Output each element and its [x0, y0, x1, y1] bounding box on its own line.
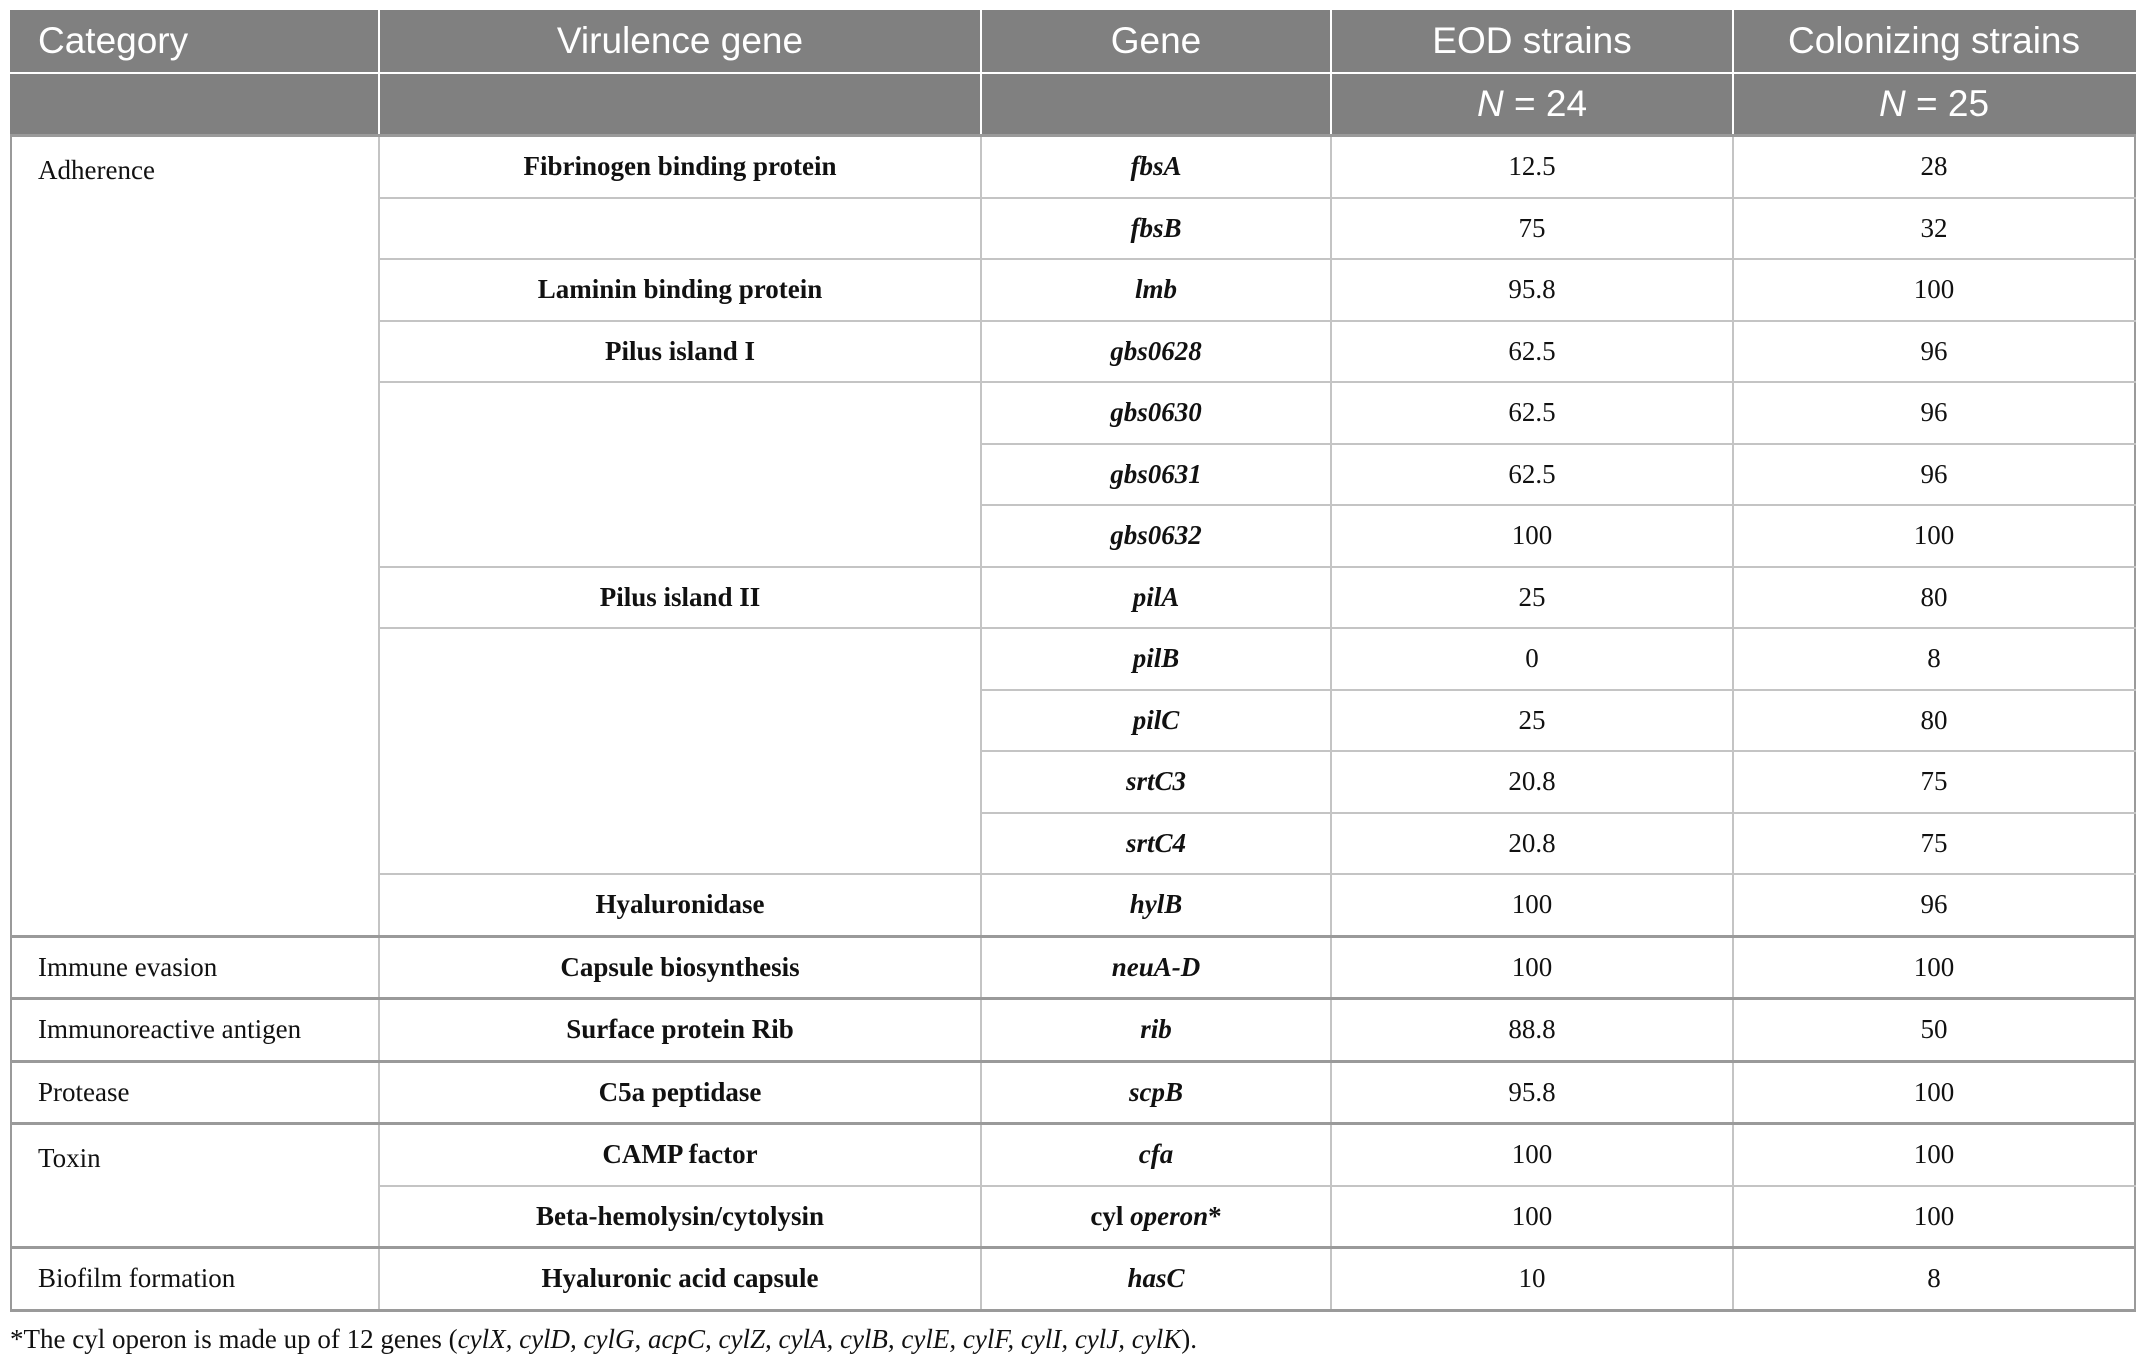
header-gene: Gene	[981, 10, 1331, 73]
category-protease: Protease	[11, 1061, 379, 1124]
cyl-operon-word: operon	[1130, 1200, 1209, 1231]
virulence-gene-rib: Surface protein Rib	[379, 999, 981, 1062]
virulence-gene-hyaluronic-acid: Hyaluronic acid capsule	[379, 1248, 981, 1311]
gene-cell: gbs0630	[981, 382, 1331, 444]
table-row	[11, 1124, 2135, 1186]
footnote-prefix: *The cyl operon is made up of 12 genes (	[10, 1324, 458, 1354]
virulence-gene-empty	[379, 198, 981, 260]
colonizing-value: 80	[1733, 567, 2135, 629]
subheader-empty-2	[379, 73, 981, 136]
gene-cell: rib	[981, 999, 1331, 1062]
eod-value: 0	[1331, 628, 1733, 690]
gene-cell: gbs0631	[981, 444, 1331, 506]
eod-n-value: = 24	[1513, 83, 1588, 124]
gene-cell-cyl-operon	[981, 1186, 1331, 1248]
colonizing-value: 100	[1733, 1186, 2135, 1248]
virulence-gene-capsule: Capsule biosynthesis	[379, 936, 981, 999]
table-row	[11, 1248, 2135, 1311]
colonizing-value: 8	[1733, 1248, 2135, 1311]
col-n-value: = 25	[1915, 83, 1990, 124]
colonizing-value: 32	[1733, 198, 2135, 260]
category-toxin: Toxin	[11, 1124, 379, 1248]
eod-value: 62.5	[1331, 321, 1733, 383]
colonizing-value: 28	[1733, 136, 2135, 198]
virulence-gene-pilus-island-1: Pilus island I	[379, 321, 981, 383]
gene-cell: fbsA	[981, 136, 1331, 198]
eod-value: 10	[1331, 1248, 1733, 1311]
footnote-gene-list: cylX, cylD, cylG, acpC, cylZ, cylA, cylB, cylE, cylF, cylI, cylJ, cylK	[457, 1324, 1182, 1354]
virulence-gene-c5a: C5a peptidase	[379, 1061, 981, 1124]
header-eod-strains: EOD strains	[1331, 10, 1733, 73]
eod-value: 75	[1331, 198, 1733, 260]
table-row	[11, 936, 2135, 999]
subheader-empty-1	[11, 73, 379, 136]
gene-cell: pilA	[981, 567, 1331, 629]
gene-cell: neuA-D	[981, 936, 1331, 999]
gene-cell: cfa	[981, 1124, 1331, 1186]
header-category: Category	[11, 10, 379, 73]
colonizing-value: 80	[1733, 690, 2135, 752]
header-row	[11, 10, 2135, 73]
colonizing-value: 100	[1733, 259, 2135, 321]
eod-value: 12.5	[1331, 136, 1733, 198]
subheader-eod-n	[1331, 73, 1733, 136]
gene-cell: fbsB	[981, 198, 1331, 260]
gene-cell: pilB	[981, 628, 1331, 690]
colonizing-value: 50	[1733, 999, 2135, 1062]
eod-value: 100	[1331, 1124, 1733, 1186]
cyl-asterisk: *	[1208, 1200, 1222, 1231]
footnote-suffix: ).	[1181, 1324, 1198, 1354]
subheader-row	[11, 73, 2135, 136]
colonizing-value: 100	[1733, 936, 2135, 999]
gene-cell: gbs0628	[981, 321, 1331, 383]
colonizing-value: 96	[1733, 874, 2135, 936]
gene-cell: scpB	[981, 1061, 1331, 1124]
virulence-gene-fibrinogen: Fibrinogen binding protein	[379, 136, 981, 198]
virulence-gene-empty	[379, 628, 981, 874]
colonizing-value: 100	[1733, 1061, 2135, 1124]
gene-cell: srtC4	[981, 813, 1331, 875]
table-row	[11, 999, 2135, 1062]
table-row	[11, 1061, 2135, 1124]
eod-value: 20.8	[1331, 751, 1733, 813]
eod-n-label: N	[1476, 83, 1504, 124]
eod-value: 100	[1331, 936, 1733, 999]
colonizing-value: 96	[1733, 444, 2135, 506]
colonizing-value: 75	[1733, 751, 2135, 813]
eod-value: 88.8	[1331, 999, 1733, 1062]
subheader-col-n	[1733, 73, 2135, 136]
virulence-gene-laminin: Laminin binding protein	[379, 259, 981, 321]
header-virulence-gene: Virulence gene	[379, 10, 981, 73]
gene-cell: hasC	[981, 1248, 1331, 1311]
gene-cell: hylB	[981, 874, 1331, 936]
subheader-empty-3	[981, 73, 1331, 136]
eod-value: 100	[1331, 1186, 1733, 1248]
virulence-gene-empty	[379, 382, 981, 567]
table-footnote	[10, 1324, 1197, 1355]
eod-value: 25	[1331, 567, 1733, 629]
eod-value: 95.8	[1331, 259, 1733, 321]
virulence-gene-table	[10, 10, 2136, 1312]
eod-value: 25	[1331, 690, 1733, 752]
eod-value: 100	[1331, 874, 1733, 936]
colonizing-value: 8	[1733, 628, 2135, 690]
eod-value: 62.5	[1331, 444, 1733, 506]
table-row	[11, 136, 2135, 198]
colonizing-value: 100	[1733, 1124, 2135, 1186]
virulence-gene-pilus-island-2: Pilus island II	[379, 567, 981, 629]
category-biofilm-formation: Biofilm formation	[11, 1248, 379, 1311]
colonizing-value: 96	[1733, 382, 2135, 444]
header-colonizing-strains: Colonizing strains	[1733, 10, 2135, 73]
gene-cell: gbs0632	[981, 505, 1331, 567]
eod-value: 62.5	[1331, 382, 1733, 444]
colonizing-value: 100	[1733, 505, 2135, 567]
colonizing-value: 75	[1733, 813, 2135, 875]
gene-cell: lmb	[981, 259, 1331, 321]
eod-value: 100	[1331, 505, 1733, 567]
category-adherence: Adherence	[11, 136, 379, 937]
cyl-prefix: cyl	[1090, 1200, 1131, 1231]
virulence-gene-beta-hemolysin: Beta-hemolysin/cytolysin	[379, 1186, 981, 1248]
virulence-gene-camp: CAMP factor	[379, 1124, 981, 1186]
eod-value: 20.8	[1331, 813, 1733, 875]
gene-cell: pilC	[981, 690, 1331, 752]
category-immunoreactive-antigen: Immunoreactive antigen	[11, 999, 379, 1062]
gene-cell: srtC3	[981, 751, 1331, 813]
colonizing-value: 96	[1733, 321, 2135, 383]
eod-value: 95.8	[1331, 1061, 1733, 1124]
category-immune-evasion: Immune evasion	[11, 936, 379, 999]
virulence-gene-hyaluronidase: Hyaluronidase	[379, 874, 981, 936]
col-n-label: N	[1878, 83, 1906, 124]
